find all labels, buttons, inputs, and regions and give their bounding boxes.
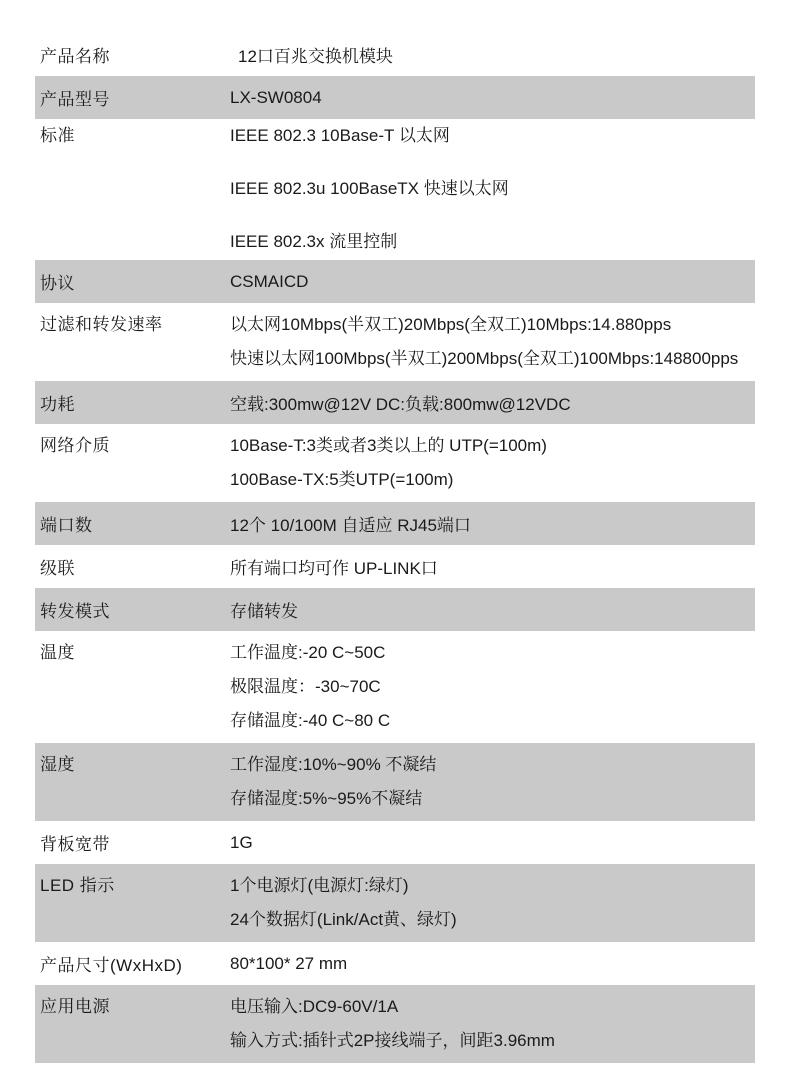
spec-value: 80*100* 27 mm [230,953,348,973]
spec-value [230,119,755,260]
spec-value [230,424,755,502]
spec-label: 湿度 [40,755,75,774]
spec-value-line: 快速以太网100Mbps(半双工)200Mbps(全双工)100Mbps:148800pps [230,349,739,368]
spec-label: 产品型号 [40,90,110,109]
spec-value: 存储转发 [230,602,298,621]
spec-label: 产品尺寸(WxHxD) [40,956,183,975]
spec-label: LED 指示 [40,876,115,895]
spec-value [230,743,755,821]
spec-label: 级联 [40,559,75,578]
spec-row-dimensions [35,942,755,985]
spec-row-forwarding-mode [35,588,755,631]
spec-row-backplane-bandwidth [35,821,755,864]
spec-value [230,864,755,942]
spec-row-product-name [35,33,755,76]
spec-value-line: 24个数据灯(Link/Act黄、绿灯) [230,910,457,929]
spec-label: 协议 [40,274,75,293]
spec-value-line: 输入方式:插针式2P接线端子，间距3.96mm [230,1031,555,1050]
spec-value: 12个 10/100M 自适应 RJ45端口 [230,516,471,535]
spec-value-line: 100Base-TX:5类UTP(=100m) [230,470,454,489]
spec-value-line: IEEE 802.3u 100BaseTX 快速以太网 [230,179,509,198]
spec-value [230,303,755,381]
spec-row-protocol [35,260,755,303]
spec-value-line: 存储湿度:5%~95%不凝结 [230,789,423,808]
spec-label: 功耗 [40,395,75,414]
spec-label: 转发模式 [40,602,110,621]
spec-label: 端口数 [40,516,93,535]
spec-value: 空载:300mw@12V DC:负载:800mw@12VDC [230,395,571,414]
spec-label: 过滤和转发速率 [40,315,163,334]
spec-value: LX-SW0804 [230,87,322,107]
spec-value: 1G [230,832,253,852]
spec-value-line: 电压输入:DC9-60V/1A [230,997,399,1016]
spec-value-line: 存储温度:-40 C~80 C [230,711,391,730]
spec-row-uplink [35,545,755,588]
spec-value [230,985,755,1063]
spec-value: CSMAICD [230,271,309,291]
spec-row-temperature [35,631,755,743]
spec-row-model [35,76,755,119]
spec-row-network-media [35,424,755,502]
spec-value: 所有端口均可作 UP-LINK口 [230,559,438,578]
spec-value-line: 工作湿度:10%~90% 不凝结 [230,755,437,774]
spec-value-line: IEEE 802.3x 流里控制 [230,232,398,251]
spec-table [35,33,755,1063]
spec-row-standard [35,119,755,260]
spec-row-humidity [35,743,755,821]
spec-row-power-consumption [35,381,755,424]
spec-row-forwarding-rate [35,303,755,381]
spec-label: 产品名称 [40,47,110,66]
spec-value [230,631,755,743]
spec-value-line: IEEE 802.3 10Base-T 以太网 [230,126,450,145]
spec-label: 标准 [40,126,75,145]
spec-value-line: 以太网10Mbps(半双工)20Mbps(全双工)10Mbps:14.880pps [230,315,672,334]
spec-label: 温度 [40,643,75,662]
spec-label: 应用电源 [40,997,110,1016]
spec-label: 背板宽带 [40,835,110,854]
spec-row-led-indicator [35,864,755,942]
spec-value-line: 工作温度:-20 C~50C [230,643,386,662]
spec-value: 12口百兆交换机模块 [238,47,393,66]
spec-row-power-supply [35,985,755,1063]
spec-row-port-count [35,502,755,545]
spec-value-line: 极限温度：-30~70C [230,677,381,696]
spec-value-line: 1个电源灯(电源灯:绿灯) [230,876,409,895]
spec-label: 网络介质 [40,436,110,455]
spec-value-line: 10Base-T:3类或者3类以上的 UTP(=100m) [230,436,547,455]
